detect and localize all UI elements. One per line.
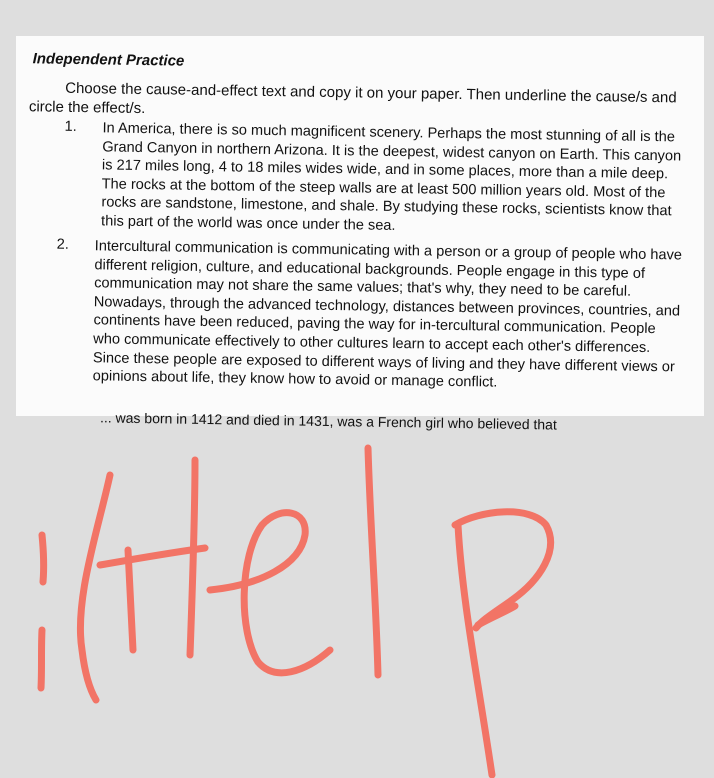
letter-e	[210, 513, 330, 673]
letter-h-extra	[128, 550, 133, 650]
letter-h-crossbar	[100, 548, 205, 565]
passage-2: Intercultural communication is communicating with a person or a group of people who have different religion, culture, and educational backgrounds. People engage in this type of communication may not share the same values; that's why, they need to be careful. Nowadays, through the advanced technology, distances between provinces, countries, and continents have been reduced, paving the way for in-tercultural communication. People who communicate effectively to other cultures learn to accept each other's differences. Since these people are exposed to different ways of living and they have different views or opinions about life, they know how to avoid or manage conflict.	[92, 238, 683, 391]
cut-off-line: ... was born in 1412 and died in 1431, was a French girl who believed that	[99, 409, 557, 433]
section-heading: Independent Practice	[32, 50, 185, 70]
letter-p-stem	[458, 525, 492, 775]
passage-1: In America, there is so much magnificent scenery. Perhaps the most stunning of all is the Grand Canyon in northern Arizona. It is the deepest, widest canyon on Earth. This canyon is 217 miles long, 4 to 18 miles wides wide, and in some places, more than a mile deep. The rocks at the bottom of the steep walls are at least 500 million years old. Most of the rocks are sandstone, limestone, and shale. By studying these rocks, scientists know that this part of the world was once under the sea.	[100, 120, 682, 234]
item-number-1: 1.	[64, 118, 77, 135]
letter-h-right	[190, 460, 195, 655]
item-number-2: 2.	[56, 236, 70, 253]
instructions-text: Choose the cause-and-effect text and copy it on your paper. Then underline the cause/s and circle the effect/s.	[28, 79, 677, 118]
letter-l	[368, 448, 378, 675]
letter-h-left	[80, 475, 110, 700]
handwriting-strokes	[41, 448, 551, 775]
exclamation-stroke	[42, 535, 44, 582]
exclamation-dot	[41, 630, 42, 688]
